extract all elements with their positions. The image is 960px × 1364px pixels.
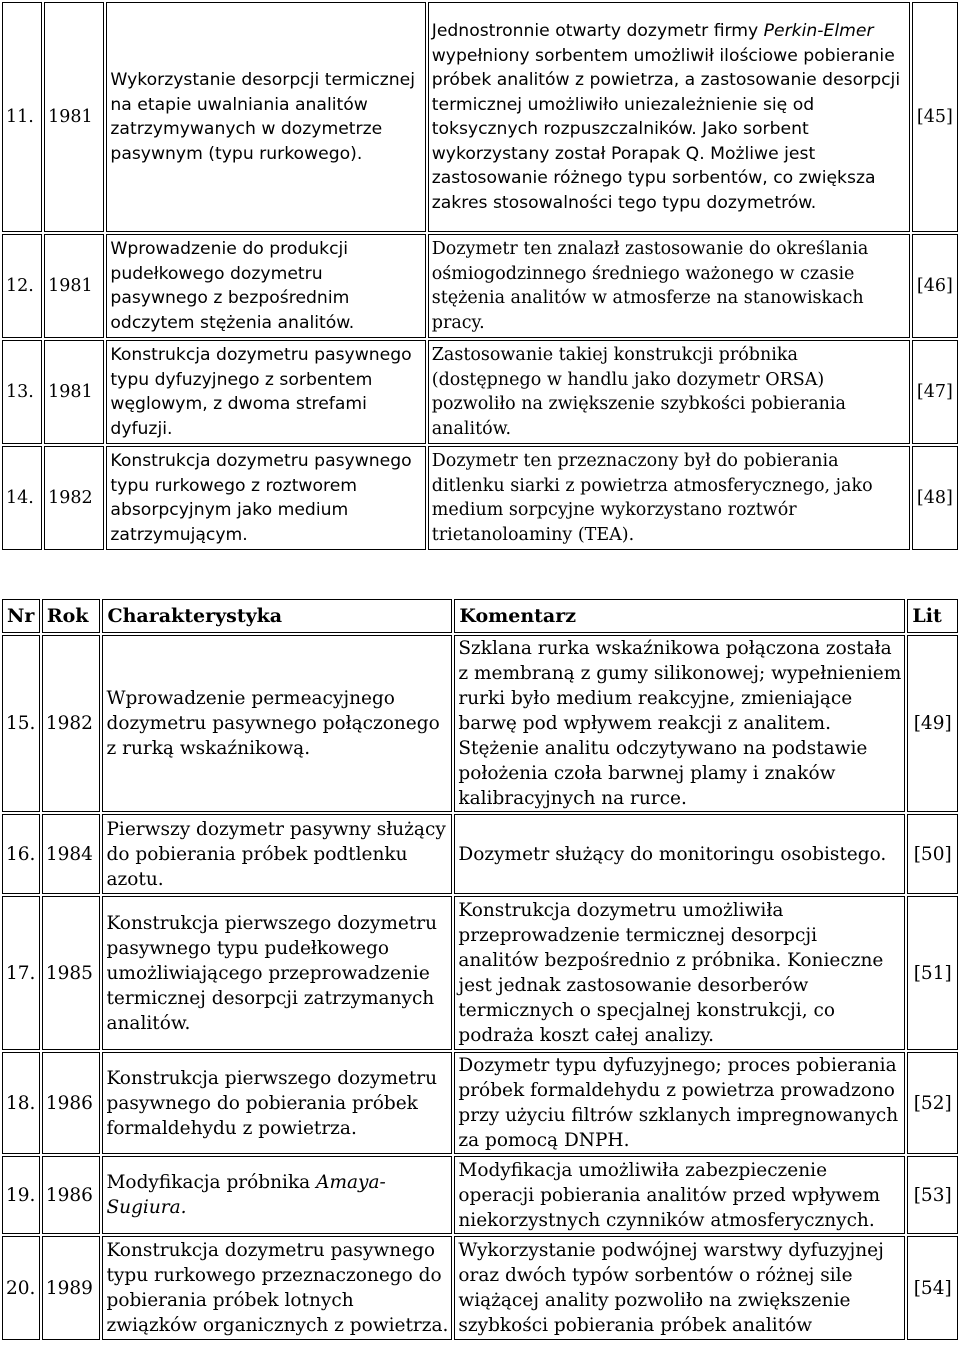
row-characteristic: Konstrukcja dozymetru pasywnego typu rurkowego z roztworem absorpcyjnym jako medium zatrzymującym. <box>106 446 425 550</box>
row-characteristic: Konstrukcja dozymetru pasywnego typu rurkowego przeznaczonego do pobierania próbek lotnych związków organicznych z powietrza. <box>102 1236 452 1340</box>
row-characteristic: Konstrukcja pierwszego dozymetru pasywnego do pobierania próbek formaldehydu z powietrza. <box>102 1052 452 1154</box>
row-characteristic: Wprowadzenie do produkcji pudełkowego dozymetru pasywnego z bezpośrednim odczytem stężenia analitów. <box>106 234 425 338</box>
row-comment: Konstrukcja dozymetru umożliwiła przeprowadzenie termicznej desorpcji analitów bezpośrednio z próbnika. Konieczne jest jednak zastosowanie desorberów termicznych o specjalnej konstrukcji, co podraża koszt całej analizy. <box>454 896 905 1050</box>
table-header-row <box>2 599 958 633</box>
row-year: 1986 <box>42 1052 101 1154</box>
header-nr: Nr <box>2 599 40 633</box>
table-row <box>2 446 958 550</box>
header-rok: Rok <box>42 599 101 633</box>
row-reference: [47] <box>912 340 958 444</box>
table-row <box>2 896 958 1050</box>
row-characteristic: Wykorzystanie desorpcji termicznej na etapie uwalniania analitów zatrzymywanych w dozymetrze pasywnym (typu rurkowego). <box>106 2 425 232</box>
row-reference: [49] <box>907 635 958 812</box>
row-comment: Dozymetr ten znalazł zastosowanie do określania ośmiogodzinnego średniego ważonego w czasie stężenia analitów w atmosferze na stanowiskach pracy. <box>428 234 910 338</box>
row-number: 11. <box>2 2 42 232</box>
row-characteristic: Konstrukcja pierwszego dozymetru pasywnego typu pudełkowego umożliwiającego przeprowadzenie termicznej desorpcji zatrzymanych analitów. <box>102 896 452 1050</box>
row-year: 1982 <box>44 446 104 550</box>
table-row <box>2 1156 958 1234</box>
header-characteristic: Charakterystyka <box>102 599 452 633</box>
row-comment: Dozymetr służący do monitoringu osobistego. <box>454 814 905 894</box>
row-year: 1982 <box>42 635 101 812</box>
row-comment: Wykorzystanie podwójnej warstwy dyfuzyjnej oraz dwóch typów sorbentów o różnej sile wiążącej anality pozwoliło na zwiększenie szybkości pobierania próbek analitów <box>454 1236 905 1340</box>
header-lit: Lit <box>907 599 958 633</box>
row-number: 16. <box>2 814 40 894</box>
table-row <box>2 1236 958 1340</box>
row-comment: Jednostronnie otwarty dozymetr firmy Perkin-Elmer wypełniony sorbentem umożliwił ilościowe pobieranie próbek analitów z powietrza, a zastosowanie desorpcji termicznej umożliwiło uniezależnienie się od toksycznych rozpuszczalników. Jako sorbent wykorzystany został Porapak Q. Możliwe jest zastosowanie różnego typu sorbentów, co zwiększa zakres stosowalności tego typu dozymetrów. <box>428 2 910 232</box>
history-table-bottom <box>0 597 960 1342</box>
row-characteristic: Pierwszy dozymetr pasywny służący do pobierania próbek podtlenku azotu. <box>102 814 452 894</box>
row-reference: [50] <box>907 814 958 894</box>
row-number: 15. <box>2 635 40 812</box>
row-year: 1989 <box>42 1236 101 1340</box>
row-characteristic: Wprowadzenie permeacyjnego dozymetru pasywnego połączonego z rurką wskaźnikową. <box>102 635 452 812</box>
row-year: 1984 <box>42 814 101 894</box>
row-number: 12. <box>2 234 42 338</box>
table-row <box>2 635 958 812</box>
row-reference: [46] <box>912 234 958 338</box>
row-characteristic: Modyfikacja próbnika Amaya-Sugiura. <box>102 1156 452 1234</box>
row-comment: Zastosowanie takiej konstrukcji próbnika (dostępnego w handlu jako dozymetr ORSA) pozwoliło na zwiększenie szybkości pobierania analitów. <box>428 340 910 444</box>
row-number: 20. <box>2 1236 40 1340</box>
row-comment: Dozymetr ten przeznaczony był do pobierania ditlenku siarki z powietrza atmosferycznego, jako medium sorpcyjne wykorzystano roztwór trietanoloaminy (TEA). <box>428 446 910 550</box>
header-comment: Komentarz <box>454 599 905 633</box>
row-year: 1981 <box>44 234 104 338</box>
table-row <box>2 340 958 444</box>
row-number: 13. <box>2 340 42 444</box>
row-comment: Modyfikacja umożliwiła zabezpieczenie operacji pobierania analitów przed wpływem niekorzystnych czynników atmosferycznych. <box>454 1156 905 1234</box>
row-reference: [52] <box>907 1052 958 1154</box>
row-characteristic: Konstrukcja dozymetru pasywnego typu dyfuzyjnego z sorbentem węglowym, z dwoma strefami dyfuzji. <box>106 340 425 444</box>
row-year: 1981 <box>44 340 104 444</box>
table-row <box>2 234 958 338</box>
row-number: 14. <box>2 446 42 550</box>
row-reference: [51] <box>907 896 958 1050</box>
row-reference: [45] <box>912 2 958 232</box>
row-year: 1985 <box>42 896 101 1050</box>
table-row <box>2 2 958 232</box>
row-reference: [48] <box>912 446 958 550</box>
row-comment: Szklana rurka wskaźnikowa połączona została z membraną z gumy silikonowej; wypełnieniem rurki było medium reakcyjne, zmieniające barwę pod wpływem reakcji z analitem. Stężenie analitu odczytywano na podstawie położenia czoła barwnej plamy i znaków kalibracyjnych na rurce. <box>454 635 905 812</box>
row-reference: [54] <box>907 1236 958 1340</box>
row-reference: [53] <box>907 1156 958 1234</box>
history-table-top <box>0 0 960 552</box>
row-number: 18. <box>2 1052 40 1154</box>
row-number: 19. <box>2 1156 40 1234</box>
row-year: 1986 <box>42 1156 101 1234</box>
row-comment: Dozymetr typu dyfuzyjnego; proces pobierania próbek formaldehydu z powietrza prowadzono przy użyciu filtrów szklanych impregnowanych za pomocą DNPH. <box>454 1052 905 1154</box>
row-year: 1981 <box>44 2 104 232</box>
row-number: 17. <box>2 896 40 1050</box>
table-row <box>2 814 958 894</box>
table-row <box>2 1052 958 1154</box>
